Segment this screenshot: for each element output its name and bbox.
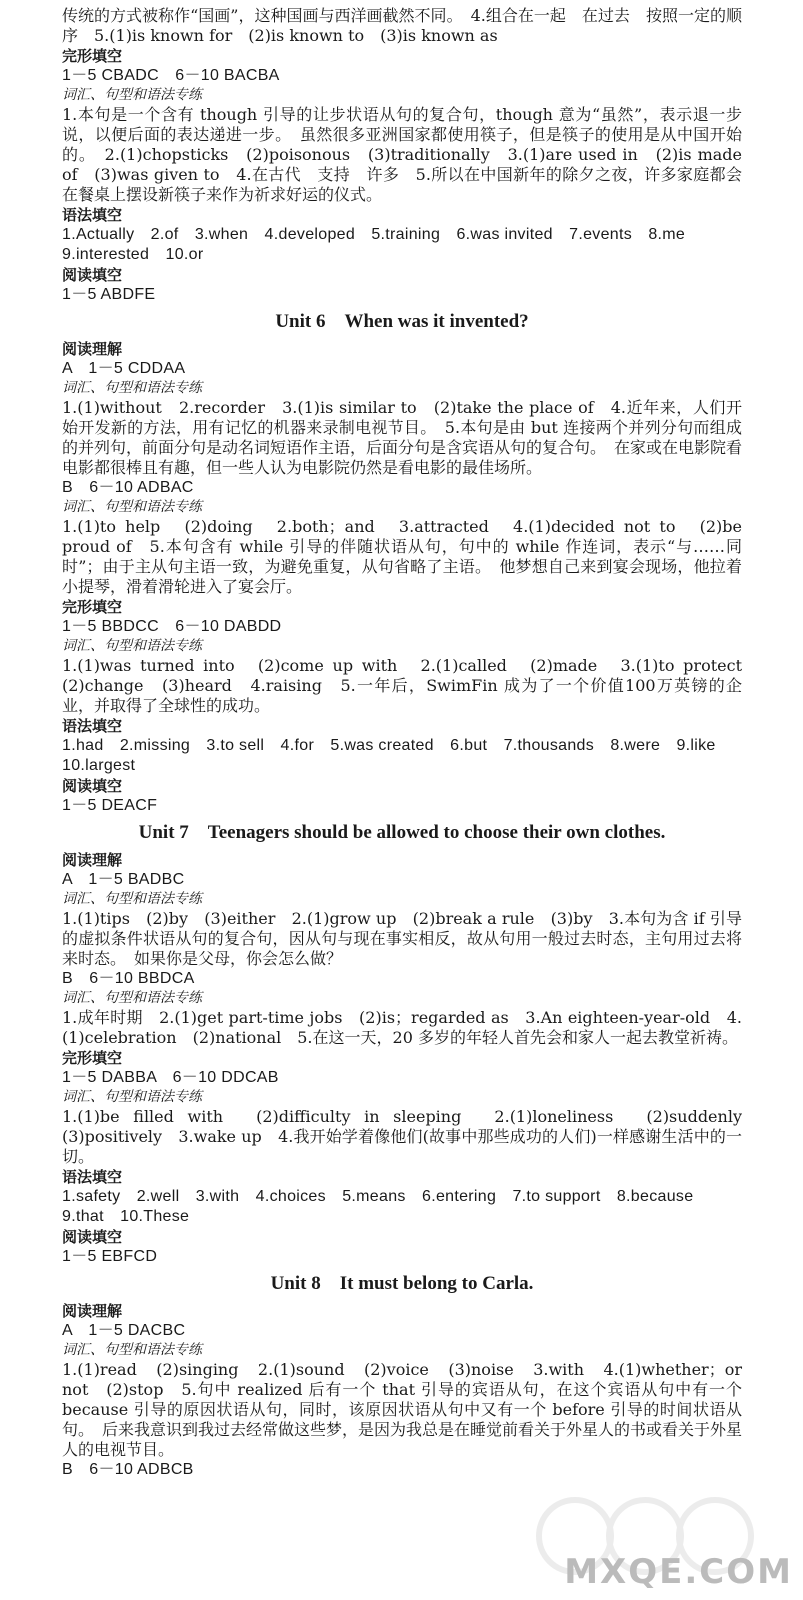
answer-line: 1.had 2.missing 3.to sell 4.for 5.was created 6.but 7.thousands 8.were 9.like 10.largest [62,737,732,774]
answer-line: A 1－5 DACBC [62,1322,186,1339]
section-heading: 阅读理解 [62,1302,123,1320]
paragraph: 1.成年时期 2.(1)get part-time jobs (2)is；regarded as 3.An eighteen-year-old 4.(1)celebration (2)national 5.在这一天，20 多岁的年轻人首先会和家人一起去教堂祈祷。 [62,1008,742,1047]
answer-line: 1－5 EBFCD [62,1248,158,1265]
answer-line: B 6－10 ADBAC [62,479,194,496]
answer-line: 1－5 CBADC 6－10 BACBA [62,67,280,84]
unit-title: Unit 7 Teenagers should be allowed to choose their own clothes. [138,822,666,843]
section-heading: 阅读填空 [62,777,123,795]
section-heading: 语法填空 [62,1168,123,1186]
sub-heading: 词汇、句型和语法专练 [62,1342,202,1358]
paragraph: 1.(1)was turned into (2)come up with 2.(1)called (2)made 3.(1)to protect (2)change (3)heard 4.raising 5.一年后，SwimFin 成为了一个价值100万英镑的企业，并取得了全球性的成功。 [62,656,759,715]
answer-line: A 1－5 BADBC [62,871,185,888]
unit-title: Unit 8 It must belong to Carla. [270,1273,534,1294]
paragraph: 1.(1)be filled with (2)difficulty in sleeping 2.(1)loneliness (2)suddenly (3)positively 3.wake up 4.我开始学着像他们(故事中那些成功的人们)一样感谢生活中的一切。 [62,1107,759,1166]
answer-line: 1－5 BBDCC 6－10 DABDD [62,618,282,635]
sub-heading: 词汇、句型和语法专练 [62,638,202,654]
sub-heading: 词汇、句型和语法专练 [62,990,202,1006]
section-heading: 语法填空 [62,717,123,735]
section-heading: 阅读理解 [62,851,123,869]
answer-line: 1.safety 2.well 3.with 4.choices 5.means 6.entering 7.to support 8.because 9.that 10.These [62,1188,710,1225]
sub-heading: 词汇、句型和语法专练 [62,1089,202,1105]
answer-page [62,6,759,1480]
watermark-text: MXQE.COM [564,1552,793,1592]
paragraph: 1.(1)to help (2)doing 2.both；and 3.attracted 4.(1)decided not to (2)be proud of 5.本句含有 while 引导的伴随状语从句，句中的 while 作连词，表示“与……同时”；由于主从句主语一致，为避免重复，从句省略了主语。 他梦想自己来到宴会现场，他拉着小提琴，滑着滑轮进入了宴会厅。 [62,517,742,596]
section-heading: 阅读填空 [62,1228,123,1246]
answer-line: 1－5 DABBA 6－10 DDCAB [62,1069,279,1086]
sub-heading: 词汇、句型和语法专练 [62,891,202,907]
sub-heading: 词汇、句型和语法专练 [62,87,202,103]
unit-title: Unit 6 When was it invented? [275,311,529,332]
section-heading: 完形填空 [62,598,123,616]
answer-line: A 1－5 CDDAA [62,360,186,377]
section-heading: 阅读理解 [62,340,123,358]
answer-line: 1.Actually 2.of 3.when 4.developed 5.training 6.was invited 7.events 8.me 9.interested 10.or [62,226,702,263]
section-heading: 完形填空 [62,47,123,65]
answer-line: 1－5 DEACF [62,797,158,814]
answer-line: B 6－10 BBDCA [62,970,195,987]
sub-heading: 词汇、句型和语法专练 [62,380,202,396]
paragraph: 1.(1)read (2)singing 2.(1)sound (2)voice (3)noise 3.with 4.(1)whether；or not (2)stop 5.句中 realized 后有一个 that 引导的宾语从句，在这个宾语从句中有一个 because 引导的原因状语从句，同时，该原因状语从句中又有一个 before 引导的时间状语从句。 后来我意识到我过去经常做这些梦，是因为我总是在睡觉前看关于外星人的书或看关于外星人的电视节目。 [62,1360,743,1459]
sub-heading: 词汇、句型和语法专练 [62,499,202,515]
answer-line: 1－5 ABDFE [62,286,156,303]
answer-line: B 6－10 ADBCB [62,1461,194,1478]
section-heading: 语法填空 [62,206,123,224]
paragraph: 1.(1)without 2.recorder 3.(1)is similar to (2)take the place of 4.近年来，人们开始开发新的方法，用有记忆的机器来录制电视节目。 5.本句是由 but 连接两个并列分句而组成的并列句，前面分句是动名词短语作主语，后面分句是含宾语从句的复合句。 在家或在电影院看电影都很棒且有趣，但一些人认为电影院仍然是看电影的最佳场所。 [62,398,743,477]
paragraph: 传统的方式被称作“国画”，这种国画与西洋画截然不同。 4.组合在一起 在过去 按照一定的顺序 5.(1)is known for (2)is known to (3)is known as [62,6,742,45]
section-heading: 阅读填空 [62,266,123,284]
paragraph: 1.(1)tips (2)by (3)either 2.(1)grow up (2)break a rule (3)by 3.本句为含 if 引导的虚拟条件状语从句的复合句，因从句与现在事实相反，故从句用一般过去时态，主句用过去将来时态。 如果你是父母，你会怎么做？ [62,909,742,968]
section-heading: 完形填空 [62,1049,123,1067]
paragraph: 1.本句是一个含有 though 引导的让步状语从句的复合句，though 意为“虽然”，表示退一步说，以便后面的表达递进一步。 虽然很多亚洲国家都使用筷子，但是筷子的使用是从中国开始的。 2.(1)chopsticks (2)poisonous (3)traditionally 3.(1)are used in (2)is made of (3)was given to 4.在古代 支持 许多 5.所以在中国新年的除夕之夜，许多家庭都会在餐桌上摆设新筷子来作为祈求好运的仪式。 [62,105,742,204]
